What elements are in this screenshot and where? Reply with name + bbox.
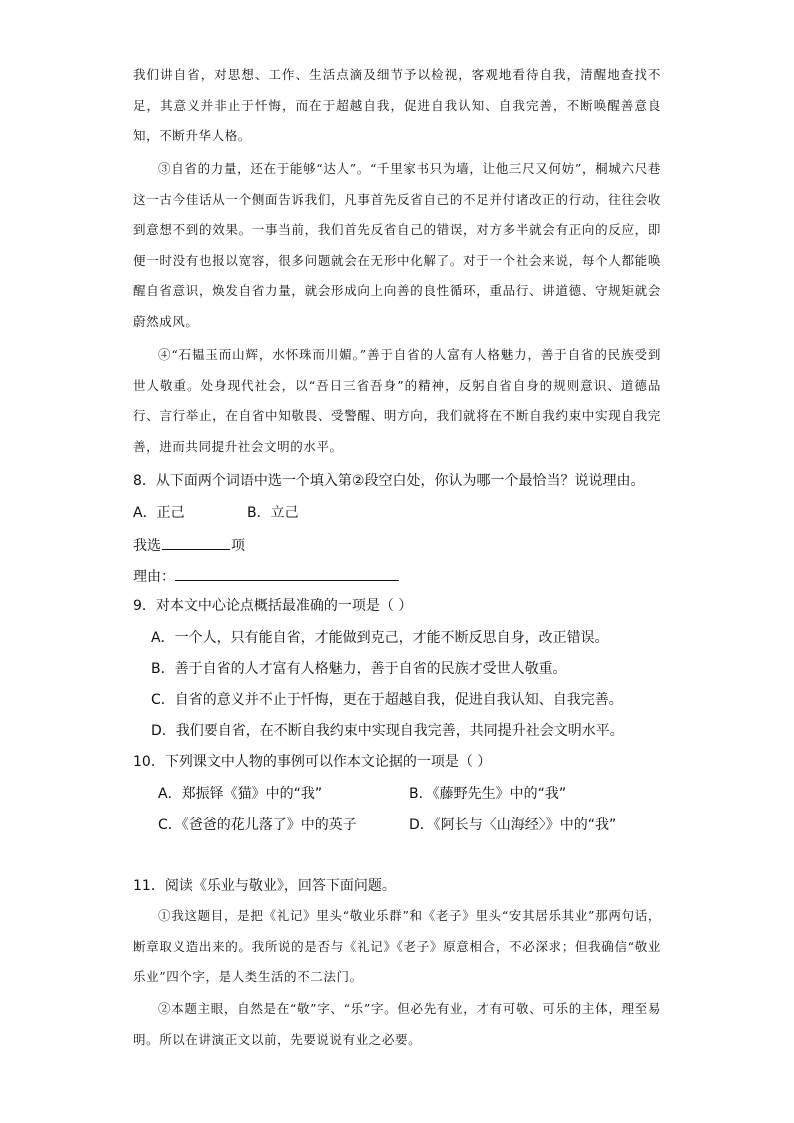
question-9-option-a: A．一个人，只有能自省，才能做到克己，才能不断反思自身，改正错误。 bbox=[151, 630, 609, 646]
question-9-stem: 9．对本文中心论点概括最准确的一项是（ ） bbox=[133, 598, 413, 614]
question-10-option-d: D．《阿长与〈山海经〉》中的“我” bbox=[409, 817, 617, 833]
passage-paragraph-continued: 我们讲自省，对思想、工作、生活点滴及细节予以检视，客观地看待自我，清醒地查找不足，其意义并非止于忏悔，而在于超越自我，促进自我认知、自我完善，不断唤醒善意良知，不断升华人格。 bbox=[133, 67, 661, 143]
passage-paragraph-4: ④“石韫玉而山辉，水怀珠而川媚。”善于自省的人富有人格魅力，善于自省的民族受到世人敬重。处身现代社会，以“吾日三省吾身”的精神，反躬自省自身的规则意识、道德品行、言行举止，在自省中知敬畏、受警醒、明方向，我们就将在不断自我约束中实现自我完善，进而共同提升社会文明的水平。 bbox=[133, 347, 661, 454]
question-9-option-d: D．我们要自省，在不断自我约束中实现自我完善，共同提升社会文明水平。 bbox=[151, 723, 624, 739]
question-8-reason-line bbox=[133, 566, 399, 587]
choice-blank[interactable] bbox=[162, 535, 230, 550]
question-11-stem: 11．阅读《乐业与敬业》，回答下面问题。 bbox=[133, 878, 396, 894]
reason-label: 理由： bbox=[133, 569, 175, 585]
choice-prefix: 我选 bbox=[133, 538, 161, 554]
question-10-option-a: A．郑振铎《猫》中的“我” bbox=[158, 786, 323, 802]
question-10-option-b: B．《藤野先生》中的“我” bbox=[409, 786, 567, 802]
question-10-option-c: C．《爸爸的花儿落了》中的英子 bbox=[158, 817, 357, 833]
reason-blank[interactable] bbox=[175, 566, 399, 581]
question-11-paragraph-2: ②本题主眼，自然是在“敬”字、“乐”字。但必先有业，才有可敬、可乐的主体，理至易明。所以在讲演正文以前，先要说说有业之必要。 bbox=[133, 1001, 661, 1047]
question-10-stem: 10．下列课文中人物的事例可以作本文论据的一项是（ ） bbox=[133, 754, 492, 770]
question-9-option-b: B．善于自省的人才富有人格魅力，善于自省的民族才受世人敬重。 bbox=[151, 661, 567, 677]
question-8-option-a: A．正己 bbox=[133, 505, 185, 521]
question-8-option-b: B．立己 bbox=[247, 505, 299, 521]
passage-paragraph-3: ③自省的力量，还在于能够“达人”。“千里家书只为墙，让他三尺又何妨”，桐城六尺巷这一古今佳话从一个侧面告诉我们，凡事首先反省自己的不足并付诸改正的行动，往往会收到意想不到的效果。一事当前，我们首先反省自己的错误，对方多半就会有正向的反应，即便一时没有也报以宽容，很多问题就会在无形中化解了。对于一个社会来说，每个人都能唤醒自省意识，焕发自省力量，就会形成向上向善的良性循环，重品行、讲道德、守规矩就会蔚然成风。 bbox=[133, 161, 661, 329]
choice-suffix: 项 bbox=[231, 538, 245, 554]
question-9-option-c: C．自省的意义并不止于忏悔，更在于超越自我，促进自我认知、自我完善。 bbox=[151, 692, 623, 708]
question-11-paragraph-1: ①我这题目，是把《礼记》里头“敬业乐群”和《老子》里头“安其居乐其业”那两句话，断章取义造出来的。我所说的是否与《礼记》《老子》原意相合，不必深求；但我确信“敬业乐业”四个字，是人类生活的不二法门。 bbox=[133, 908, 661, 984]
question-8-choice-line bbox=[133, 535, 245, 556]
question-8-stem: 8．从下面两个词语中选一个填入第②段空白处，你认为哪一个最恰当？说说理由。 bbox=[133, 473, 645, 489]
